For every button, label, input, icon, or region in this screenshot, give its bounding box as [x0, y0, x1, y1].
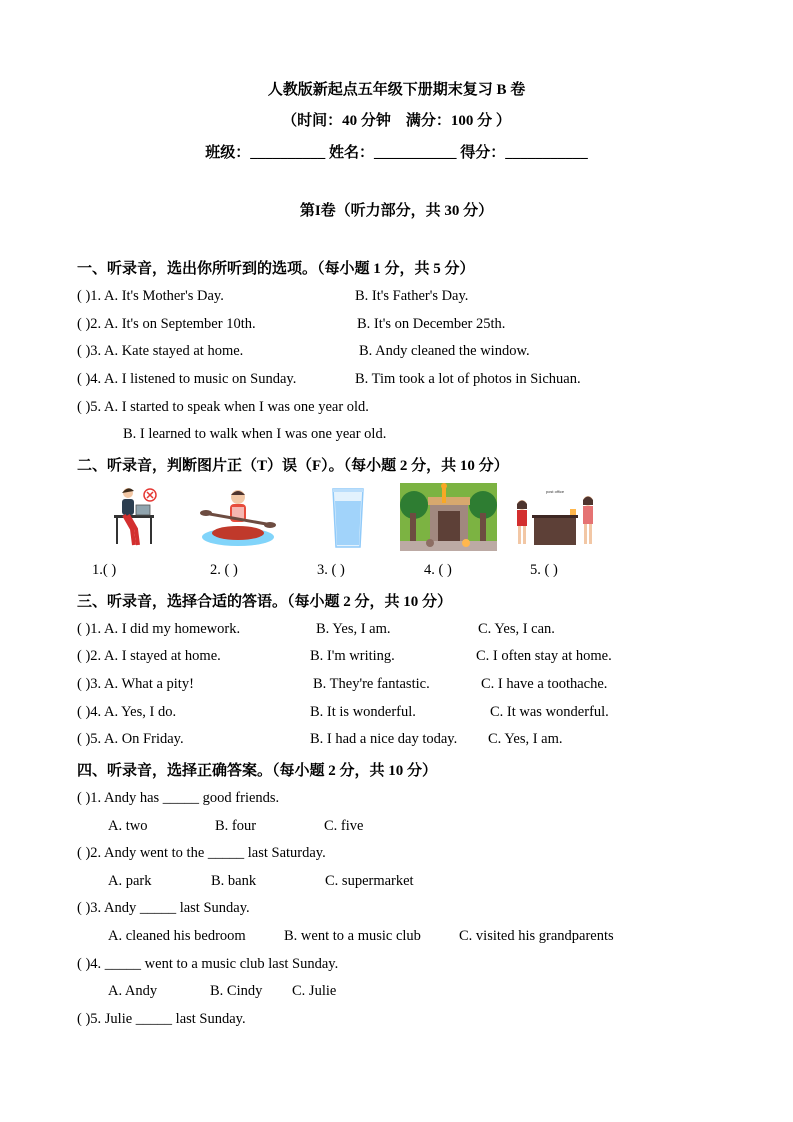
s1-q4-option-a: ( )4. A. I listened to music on Sunday. [77, 371, 297, 387]
s3-q2-option-c: C. I often stay at home. [476, 648, 612, 664]
s4-q1-option-a: A. two [108, 818, 148, 834]
s3-q5-option-c: C. Yes, I am. [488, 731, 563, 747]
s3-q4-option-c: C. It was wonderful. [490, 704, 609, 720]
zoo-gate-icon [400, 483, 497, 551]
section3-heading: 三、听录音，选择合适的答语。（每小题 2 分，共 10 分） [77, 594, 453, 610]
s4-q4-stem: ( )4. _____ went to a music club last Sunday. [77, 956, 339, 972]
person-at-computer-icon [110, 485, 162, 549]
picture-4-answer: 4. ( ) [424, 562, 452, 578]
boy-rowing-boat-icon [198, 485, 278, 549]
s4-q3-option-a: A. cleaned his bedroom [108, 928, 246, 944]
s4-q1-option-b: B. four [215, 818, 257, 834]
section1-heading: 一、听录音，选出你所听到的选项。（每小题 1 分，共 5 分） [77, 261, 475, 277]
s3-q5-option-a: ( )5. A. On Friday. [77, 731, 184, 747]
s1-q1-option-a: ( )1. A. It's Mother's Day. [77, 288, 224, 304]
s3-q4-option-b: B. It is wonderful. [310, 704, 416, 720]
s3-q3-option-c: C. I have a toothache. [481, 676, 608, 692]
s4-q4-option-a: A. Andy [108, 983, 158, 999]
s1-q2-option-a: ( )2. A. It's on September 10th. [77, 316, 256, 332]
s4-q3-stem: ( )3. Andy _____ last Sunday. [77, 900, 250, 916]
s4-q3-option-b: B. went to a music club [284, 928, 421, 944]
s4-q4-option-b: B. Cindy [210, 983, 263, 999]
s4-q1-stem: ( )1. Andy has _____ good friends. [77, 790, 280, 806]
section2-heading: 二、听录音，判断图片正（T）误（F）。（每小题 2 分，共 10 分） [77, 458, 509, 474]
s3-q2-option-b: B. I'm writing. [310, 648, 395, 664]
s1-q3-option-b: B. Andy cleaned the window. [359, 343, 530, 359]
s1-q5-option-a: ( )5. A. I started to speak when I was one year old. [77, 399, 369, 415]
s3-q1-option-b: B. Yes, I am. [316, 621, 391, 637]
exam-title: 人教版新起点五年级下册期末复习 B 卷 [267, 82, 526, 98]
exam-subtitle: （时间：40 分钟 满分：100 分 ） [282, 113, 511, 129]
s1-q5-option-b: B. I learned to walk when I was one year old. [123, 426, 387, 442]
s4-q3-option-c: C. visited his grandparents [459, 928, 614, 944]
picture-5-answer: 5. ( ) [530, 562, 558, 578]
section4-heading: 四、听录音，选择正确答案。（每小题 2 分，共 10 分） [77, 763, 438, 779]
picture-1-answer: 1.( ) [92, 562, 117, 578]
s4-q1-option-c: C. five [324, 818, 364, 834]
student-info-line: 班级：__________ 姓名：___________ 得分：___________ [205, 145, 588, 161]
s4-q5-stem: ( )5. Julie _____ last Sunday. [77, 1011, 246, 1027]
s4-q2-option-b: B. bank [211, 873, 257, 889]
picture-2-answer: 2. ( ) [210, 562, 238, 578]
s3-q1-option-c: C. Yes, I can. [478, 621, 555, 637]
s3-q5-option-b: B. I had a nice day today. [310, 731, 458, 747]
s4-q4-option-c: C. Julie [292, 983, 337, 999]
s3-q4-option-a: ( )4. A. Yes, I do. [77, 704, 177, 720]
post-office-sign: post office [545, 489, 565, 494]
s3-q1-option-a: ( )1. A. I did my homework. [77, 621, 241, 637]
s1-q4-option-b: B. Tim took a lot of photos in Sichuan. [355, 371, 581, 387]
s1-q2-option-b: B. It's on December 25th. [357, 316, 506, 332]
s4-q2-option-a: A. park [108, 873, 152, 889]
s3-q2-option-a: ( )2. A. I stayed at home. [77, 648, 221, 664]
s3-q3-option-b: B. They're fantastic. [313, 676, 430, 692]
volume-title: 第I卷（听力部分，共 30 分） [299, 203, 494, 219]
glass-of-water-icon [330, 487, 366, 549]
s1-q3-option-a: ( )3. A. Kate stayed at home. [77, 343, 244, 359]
s4-q2-option-c: C. supermarket [325, 873, 414, 889]
people-at-post-office-icon [512, 487, 598, 549]
picture-3-answer: 3. ( ) [317, 562, 345, 578]
s4-q2-stem: ( )2. Andy went to the _____ last Saturday. [77, 845, 326, 861]
s1-q1-option-b: B. It's Father's Day. [355, 288, 469, 304]
s3-q3-option-a: ( )3. A. What a pity! [77, 676, 194, 692]
